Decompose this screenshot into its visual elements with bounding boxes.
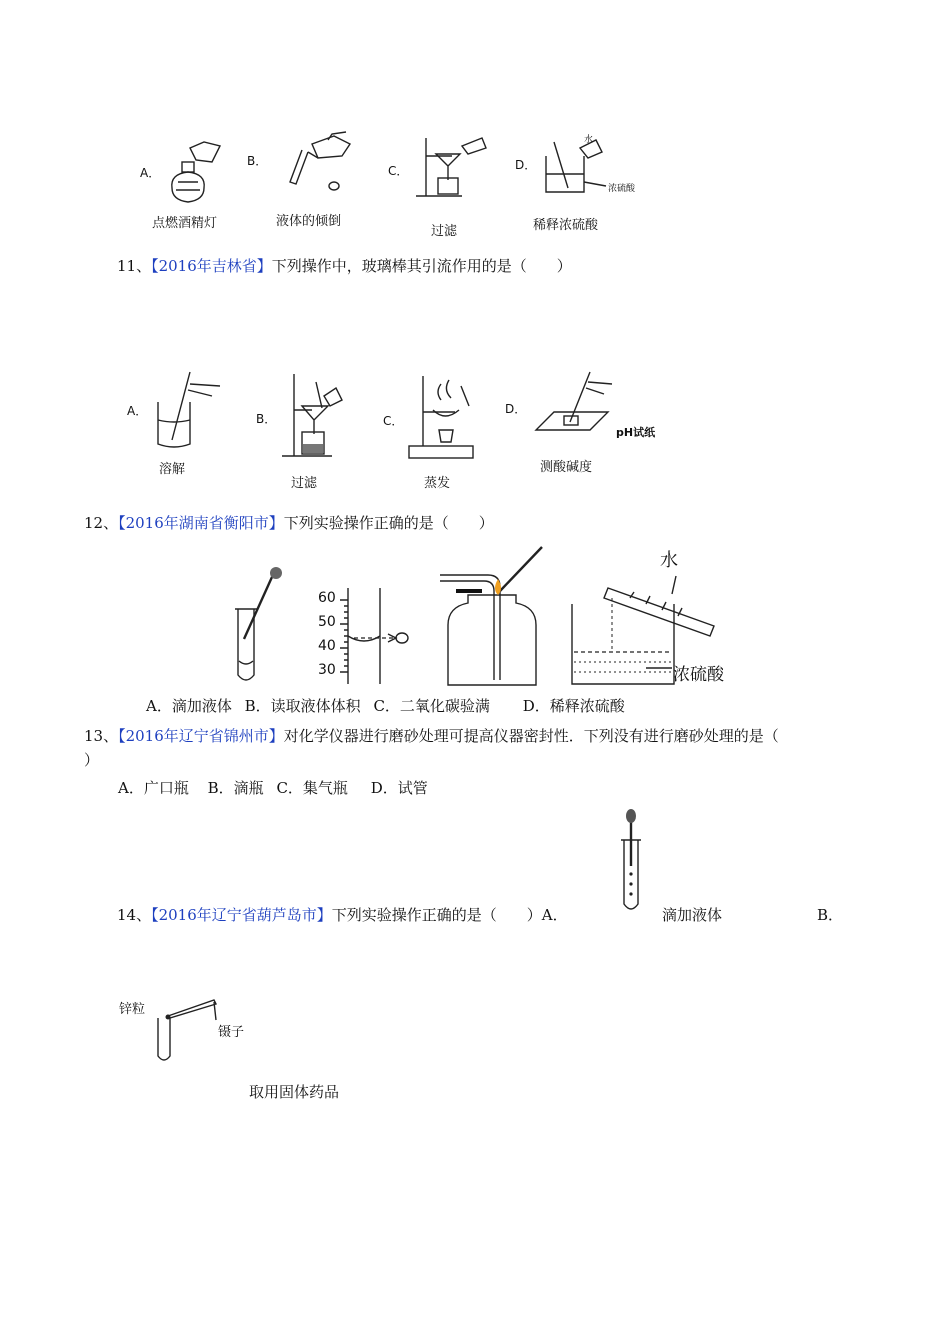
q12-option-a: A．滴加液体 <box>146 697 232 715</box>
q13-text: 对化学仪器进行磨砂处理可提高仪器密封性．下列没有进行磨砂处理的是（ <box>283 727 779 745</box>
q14-question <box>117 904 568 925</box>
q13-option-d: D．试管 <box>370 779 428 797</box>
q12-scale-50: 50 <box>318 614 336 630</box>
dilute-acid-image-small <box>540 134 650 209</box>
filtration-image-small <box>412 134 492 209</box>
q13-option-a: A．广口瓶 <box>118 779 189 797</box>
q12-option-d: D．稀释浓硫酸 <box>522 697 625 715</box>
q11-label-b: B． <box>256 412 277 426</box>
q10-label-a: A． <box>140 166 161 180</box>
q13-option-b: B．滴瓶 <box>207 779 264 797</box>
q12-text: 下列实验操作正确的是（ ） <box>283 514 494 532</box>
q13-question <box>84 725 779 746</box>
q12-option-c: C．二氧化碳验满 <box>373 697 490 715</box>
liquid-pouring-image <box>272 130 362 205</box>
filtration-image <box>272 370 352 465</box>
q13-question-end: ） <box>84 751 100 769</box>
q14-option-b-text: 取用固体药品 <box>249 1083 340 1101</box>
q14-number: 14、 <box>117 906 152 924</box>
q11-label-a: A． <box>127 404 148 418</box>
q14-tweezer-label: 镊子 <box>218 1025 245 1040</box>
q11-caption-b: 过滤 <box>291 476 318 491</box>
alcohol-lamp-lighting-image <box>160 138 230 213</box>
q13-option-c: C．集气瓶 <box>276 779 348 797</box>
q12-question <box>84 512 494 533</box>
q10-label-b: B． <box>247 154 268 168</box>
q10-label-c: C． <box>388 164 409 178</box>
q12-option-b: B．读取液体体积 <box>244 697 361 715</box>
q12-scale-30: 30 <box>318 662 336 678</box>
q12-water-label: 水 <box>660 550 678 571</box>
q10-acid-label: 浓硫酸 <box>608 184 636 194</box>
q10-caption-c: 过滤 <box>431 224 458 239</box>
q12-options <box>146 695 633 716</box>
q14-option-b-label: B． <box>817 906 844 924</box>
q14-dropper-tube-image <box>618 808 648 918</box>
q11-caption-c: 蒸发 <box>424 476 451 491</box>
q13-options <box>118 777 436 798</box>
q14-text: 下列实验操作正确的是（ ）A． <box>331 906 568 924</box>
q10-caption-d: 稀释浓硫酸 <box>533 218 599 233</box>
q11-label-d: D． <box>505 402 527 416</box>
q11-text: 下列操作中，玻璃棒其引流作用的是（ ） <box>271 257 572 275</box>
co2-check-image <box>438 545 548 690</box>
evaporation-image <box>405 372 485 464</box>
q10-label-d: D． <box>515 158 537 172</box>
q12-number: 12、 <box>84 514 119 532</box>
q12-scale-40: 40 <box>318 638 336 654</box>
dropper-in-tube-image <box>232 565 292 690</box>
q11-source: 【2016年吉林省】 <box>151 257 272 275</box>
q12-acid-label: 浓硫酸 <box>673 665 724 685</box>
q12-source: 【2016年湖南省衡阳市】 <box>118 514 284 532</box>
q11-caption-a: 溶解 <box>159 462 186 477</box>
q10-water-label: 水 <box>584 135 594 145</box>
q14-zinc-label: 锌粒 <box>119 1002 146 1017</box>
q10-caption-a: 点燃酒精灯 <box>152 216 218 231</box>
q11-ph-label: pH试纸 <box>616 426 656 439</box>
q12-scale-60: 60 <box>318 590 336 606</box>
q10-caption-b: 液体的倾倒 <box>276 214 342 229</box>
dissolving-image <box>150 368 235 453</box>
ph-test-image <box>530 368 615 453</box>
q13-source: 【2016年辽宁省锦州市】 <box>118 727 284 745</box>
q11-number: 11、 <box>117 257 152 275</box>
q11-caption-d: 测酸碱度 <box>540 460 593 475</box>
q14-source: 【2016年辽宁省葫芦岛市】 <box>151 906 332 924</box>
q14-option-a-text: 滴加液体 <box>662 906 723 924</box>
q11-question <box>117 255 572 276</box>
q11-label-c: C． <box>383 414 404 428</box>
q13-number: 13、 <box>84 727 119 745</box>
